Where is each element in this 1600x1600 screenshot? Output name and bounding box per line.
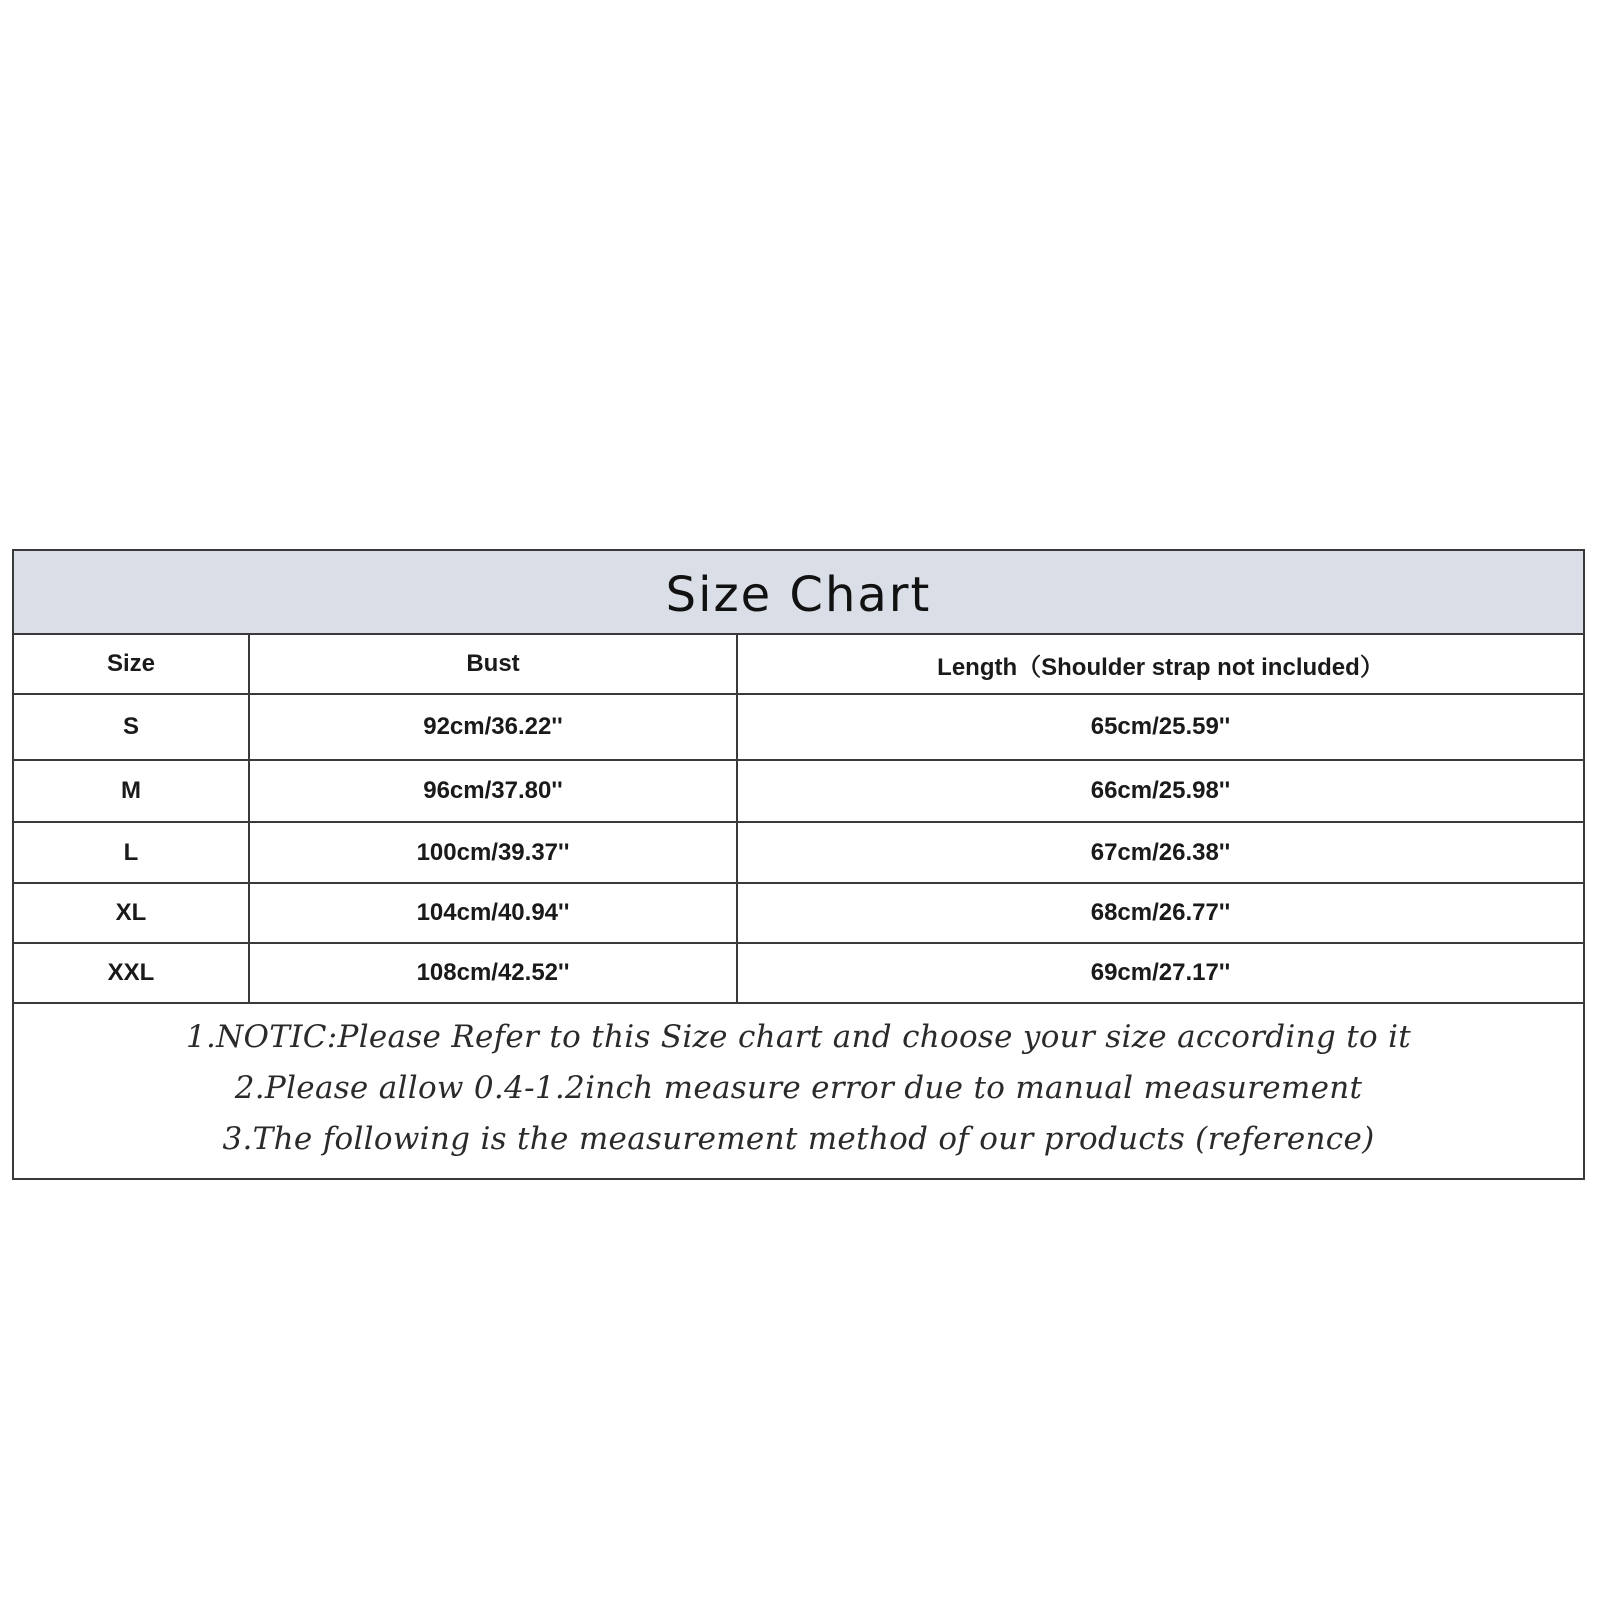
- chart-title: Size Chart: [665, 567, 932, 623]
- note-line: 3.The following is the measurement method of our products (reference): [222, 1121, 1375, 1157]
- table-row: [14, 943, 1583, 1003]
- cell-bust: 92cm/36.22'': [249, 694, 737, 760]
- cell-size: M: [14, 760, 249, 822]
- cell-bust: 100cm/39.37'': [249, 822, 737, 883]
- table-row: [14, 822, 1583, 883]
- header-bust: Bust: [249, 635, 737, 694]
- cell-size: XL: [14, 883, 249, 943]
- cell-bust: 108cm/42.52'': [249, 943, 737, 1003]
- notes-section: [14, 1004, 1583, 1165]
- cell-length: 69cm/27.17'': [737, 943, 1583, 1003]
- cell-length: 66cm/25.98'': [737, 760, 1583, 822]
- title-bar: [14, 551, 1583, 635]
- cell-bust: 104cm/40.94'': [249, 883, 737, 943]
- table-row: [14, 760, 1583, 822]
- table-row: [14, 694, 1583, 760]
- note-line: 2.Please allow 0.4-1.2inch measure error due to manual measurement: [234, 1070, 1363, 1106]
- table-row: [14, 883, 1583, 943]
- header-size: Size: [14, 635, 249, 694]
- note-line: 1.NOTIC:Please Refer to this Size chart and choose your size according to it: [185, 1019, 1412, 1055]
- size-table: [14, 635, 1583, 1004]
- cell-length: 65cm/25.59'': [737, 694, 1583, 760]
- cell-length: 68cm/26.77'': [737, 883, 1583, 943]
- header-length: Length（Shoulder strap not included）: [737, 635, 1583, 694]
- cell-size: S: [14, 694, 249, 760]
- size-chart: [12, 549, 1585, 1180]
- cell-bust: 96cm/37.80'': [249, 760, 737, 822]
- table-header-row: [14, 635, 1583, 694]
- cell-size: L: [14, 822, 249, 883]
- cell-size: XXL: [14, 943, 249, 1003]
- cell-length: 67cm/26.38'': [737, 822, 1583, 883]
